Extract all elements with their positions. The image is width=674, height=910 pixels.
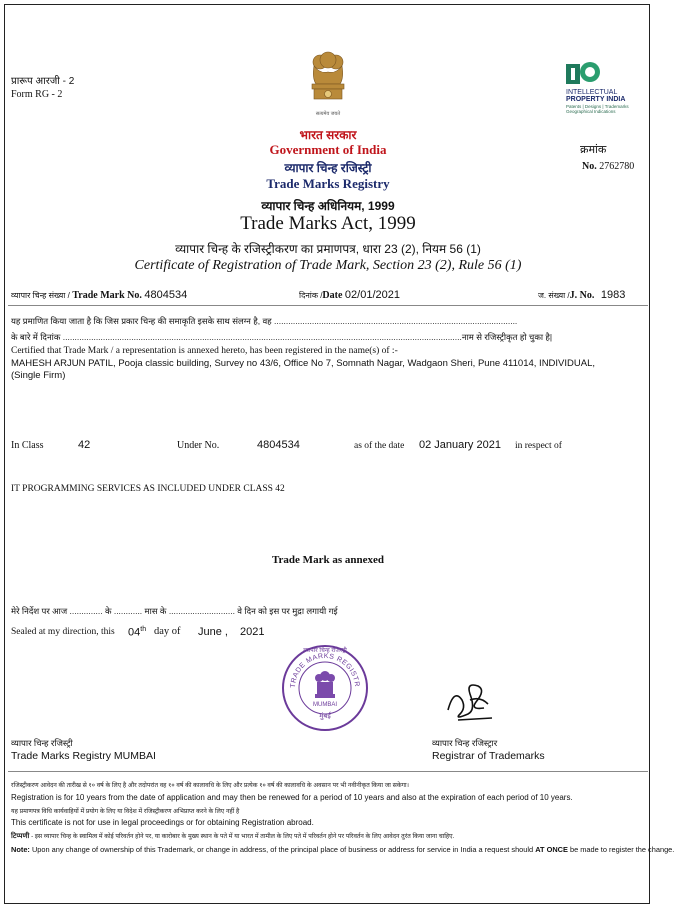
seal-city-hindi: मुंबई — [319, 713, 331, 720]
divider — [8, 305, 648, 306]
note3-row — [11, 831, 454, 841]
cert-hindi: व्यापार चिन्ह के रजिस्ट्रीकरण का प्रमाणपत्र, धारा 23 (2), नियम 56 (1) — [175, 242, 481, 256]
ip-logo-line1: INTELLECTUAL — [566, 89, 618, 96]
trade-mark-annexed: Trade Mark as annexed — [272, 554, 384, 566]
ip-logo-tagline1: Patents | Designs | Trademarks — [566, 104, 629, 109]
under-no-value: 4804534 — [257, 439, 300, 451]
note3-hindi: - इस व्यापार चिन्ह के स्वामित्व में कोई परिवर्तन होने पर, या कारोबार के मुख्य स्थान के पते में या भारत में तामील के लिए पते में परिवर्तन होने पर परिवर्तन के लिए आवेदन तुरंत किया जाना चाहिए. — [29, 833, 455, 840]
as-of-label: as of the date — [354, 441, 405, 451]
registry-english: Trade Marks Registry — [266, 176, 390, 191]
national-emblem — [302, 50, 354, 117]
sealed-year: 2021 — [240, 626, 265, 638]
footer-left-english: Trade Marks Registry MUMBAI — [11, 750, 156, 762]
day-number: 04 — [128, 626, 141, 639]
date-label-hindi: दिनांक / — [299, 291, 323, 300]
seal-top-text: व्यापार चिन्ह रजिस्ट्री — [303, 648, 347, 654]
gov-english: Government of India — [269, 142, 387, 157]
in-respect-label: in respect of — [515, 441, 562, 451]
cert-english: Certificate of Registration of Trade Mark, Section 23 (2), Rule 56 (1) — [134, 258, 522, 273]
emblem-motto: सत्यमेव जयते — [315, 111, 341, 117]
note4-bold: AT ONCE — [535, 845, 568, 854]
journal-label: J. No. — [569, 290, 595, 301]
date-row — [299, 289, 400, 301]
note1-hindi: रजिस्ट्रीकरण आवेदन की तारीख से १० वर्ष के लिए है और तदोपरांत वह १० वर्ष की कालावधि के लिए और प्रत्येक १० वर्ष की कालावधि के अवसान पर भी नवीनीकृत किया जा सकेगा। — [11, 782, 409, 789]
act-english: Trade Marks Act, 1999 — [240, 213, 416, 234]
footer-left-hindi: व्यापार चिन्ह रजिस्ट्री — [11, 738, 73, 748]
note2-hindi: यह प्रमाणपत्र विधि कार्यवाहियों में प्रयोग के लिए या विदेश में रजिस्ट्रीकरण अभिप्राप्त करने के लिए नहीं है — [11, 808, 240, 815]
sealed-label: Sealed at my direction, this — [11, 627, 115, 637]
note2: This certificate is not for use in legal proceedings or for obtaining Registration abroad. — [11, 818, 314, 827]
body-hindi-line2: के बारे में दिनांक .........................................................................................................................................................................नाम से रजिस्ट्रीकृत हो चुका है| — [11, 332, 553, 342]
note4-row — [11, 845, 674, 854]
form-label-hindi: प्रारूप आरजी - 2 — [11, 76, 75, 87]
class-value: 42 — [78, 439, 91, 451]
serial-label: No. — [582, 161, 597, 172]
seal-city: MUMBAI — [313, 702, 337, 708]
certified-text: Certified that Trade Mark / a representation is annexed hereto, has been registered in the name(s) of :- — [11, 346, 398, 356]
tm-label-hindi: व्यापार चिन्ह संख्या / — [11, 291, 70, 300]
under-no-label: Under No. — [177, 440, 220, 451]
sealed-month: June , — [198, 626, 228, 638]
journal-label-hindi: ज. संख्या / — [538, 291, 570, 300]
act-hindi: व्यापार चिन्ह अधिनियम, 1999 — [261, 199, 395, 213]
day-of-label: day of — [154, 626, 181, 637]
owner-line2: (Single Firm) — [11, 370, 66, 381]
registrar-signature — [440, 670, 500, 735]
journal-row — [538, 289, 625, 301]
journal-value: 1983 — [600, 289, 626, 301]
footer-right-hindi: व्यापार चिन्ह रजिस्ट्रार — [432, 738, 498, 748]
note1: Registration is for 10 years from the date of application and may then be renewed for a period of 10 years and also at the expiration of each period of 10 years. — [11, 793, 573, 802]
tm-number: 4804534 — [144, 289, 188, 301]
ip-logo-tagline2: Geographical Indications — [566, 109, 616, 114]
tm-label: Trade Mark No. — [72, 290, 142, 301]
form-label: Form RG - 2 — [11, 89, 63, 100]
sealed-day — [128, 626, 146, 639]
day-suffix: th — [140, 626, 147, 633]
seal-ring-text: TRADE MARKS REGISTR — [289, 652, 361, 689]
as-of-date: 02 January 2021 — [419, 439, 501, 451]
note4-text-b: be made to register the change. — [567, 845, 674, 854]
owner-line1: MAHESH ARJUN PATIL, Pooja classic building, Survey no 43/6, Office No 7, Somnath Nagar, Wadgaon Sheri, Pune 411014, INDIVIDUAL, — [11, 358, 596, 369]
footer-right-english: Registrar of Trademarks — [432, 750, 545, 762]
registry-hindi: व्यापार चिन्ह रजिस्ट्री — [284, 161, 372, 175]
trade-mark-no-row — [11, 289, 187, 301]
note4-text-a: Upon any change of ownership of this Trademark, or change in address, of the principal place of business or address for service in India a request should — [29, 845, 536, 854]
ip-logo-line2: PROPERTY INDIA — [566, 96, 626, 103]
direction-hindi: मेरे निर्देश पर आज .............. के ............ मास के ............................ वे दिन को इस पर मुद्रा लगायी गई — [11, 606, 338, 616]
date-value: 02/01/2021 — [344, 289, 400, 301]
in-class-label: In Class — [11, 440, 44, 451]
note4-label: Note: — [11, 845, 30, 854]
footer-divider — [8, 771, 648, 772]
note3-label-hindi: टिप्पणी — [11, 833, 30, 840]
services-text: IT PROGRAMMING SERVICES AS INCLUDED UNDER CLASS 42 — [11, 484, 285, 494]
date-label: Date — [322, 290, 343, 301]
body-hindi-line1: यह प्रमाणित किया जाता है कि जिस प्रकार चिन्ह की समाकृति इसके साथ संलग्न है, वह ....................................................................................................... — [11, 316, 518, 326]
gov-hindi: भारत सरकार — [299, 128, 357, 142]
serial-number: 2762780 — [599, 161, 635, 172]
serial-label-hindi: क्रमांक — [580, 144, 607, 156]
